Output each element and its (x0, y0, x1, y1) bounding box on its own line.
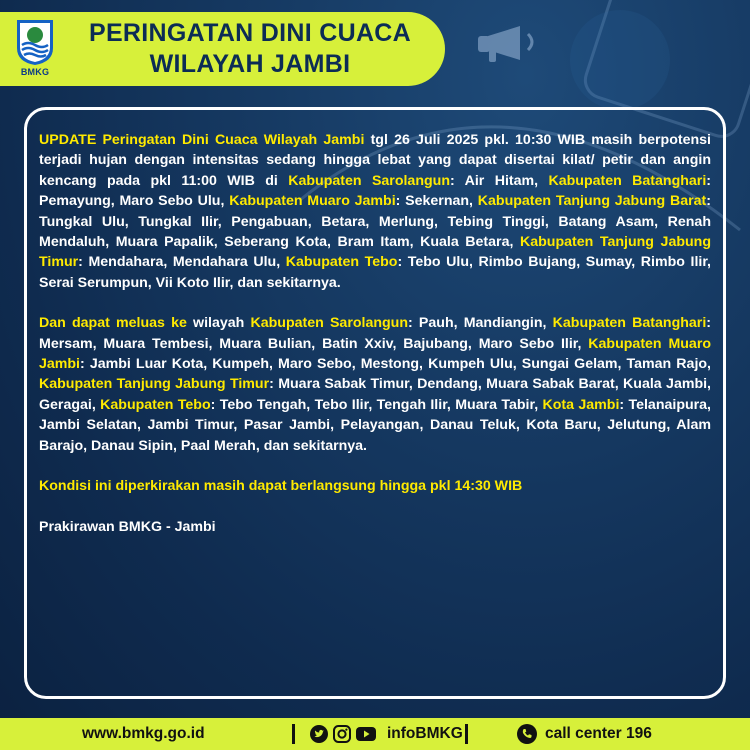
body-text: : Pauh, Mandiangin, (408, 315, 553, 332)
megaphone-icon (478, 26, 532, 62)
warning-paragraph-1 (39, 130, 711, 293)
body-text: tgl 26 Juli 2025 pkl. 10:30 WIB masih berpotensi terjadi hujan dengan intensitas sedang hingga lebat yang dapat disertai kilat/ petir dan angin kencang pada pkl 11:00 WIB di (39, 132, 711, 189)
body-text: : Telanaipura, Jambi Selatan, Jambi Timur, Pasar Jambi, Pelayangan, Danau Teluk, Kota Baru, Jelutung, Alam Barajo, Danau Sipin, Paal Merah, dan sekitarnya. (39, 396, 712, 454)
body-text: : Tungkal Ulu, Tungkal Ilir, Pengabuan, Betara, Merlung, Tebing Tinggi, Batang Asam, Renah Mendaluh, Muara Papalik, Seberang Kota, Bram Itam, Kuala Betara, (39, 193, 711, 251)
body-text: : Muara Sabak Timur, Dendang, Muara Sabak Barat, Kuala Jambi, Geragai, (39, 376, 711, 413)
footer-bar (0, 718, 750, 750)
social-handle[interactable]: infoBMKG (387, 725, 463, 742)
youtube-icon[interactable] (356, 726, 376, 742)
highlighted-region-name: Kabupaten Tanjung Jabung Timur (39, 376, 270, 393)
social-links (310, 718, 463, 750)
highlighted-region-name: Kabupaten Tanjung Jabung Timur (39, 234, 711, 271)
call-center-label: call center 196 (545, 725, 652, 742)
header-banner (0, 12, 445, 86)
highlighted-region-name: Dan dapat meluas ke (39, 315, 187, 332)
highlighted-region-name: Kabupaten Tebo (285, 254, 398, 271)
logo-text: BMKG (20, 67, 50, 77)
forecaster-signature: Prakirawan BMKG - Jambi (39, 518, 216, 535)
warning-paragraph-2 (39, 313, 711, 456)
body-text: : Tebo Ulu, Rimbo Bujang, Sumay, Rimbo Ilir, Serai Serumpun, Vii Koto Ilir, dan sekitarnya. (39, 254, 712, 291)
highlighted-region-name: Kabupaten Batanghari (552, 315, 707, 332)
highlighted-region-name: Kabupaten Muaro Jambi (229, 193, 396, 210)
phone-icon (517, 724, 537, 744)
bmkg-logo-icon (13, 18, 57, 66)
body-text: : Tebo Tengah, Tebo Ilir, Tengah Ilir, Muara Tabir, (210, 396, 543, 413)
title-line-1: PERINGATAN DINI CUACA (88, 19, 412, 47)
website-link[interactable]: www.bmkg.go.id (82, 725, 205, 742)
footer-divider (465, 724, 468, 744)
twitter-icon[interactable] (310, 725, 328, 743)
highlighted-region-name: Kabupaten Sarolangun (288, 172, 450, 189)
call-center[interactable] (517, 718, 652, 750)
highlighted-region-name: Kabupaten Sarolangun (250, 315, 409, 332)
title-line-2: WILAYAH JAMBI (149, 50, 351, 78)
highlighted-region-name: Kabupaten Batanghari (548, 172, 707, 189)
highlighted-region-name: UPDATE Peringatan Dini Cuaca Wilayah Jambi (39, 132, 365, 148)
body-text: : Sekernan, (395, 193, 478, 210)
footer-divider (292, 724, 295, 744)
body-text: : Mendahara, Mendahara Ulu, (78, 254, 286, 271)
page-title (70, 18, 430, 80)
body-text: wilayah (186, 315, 251, 332)
highlighted-region-name: Kota Jambi (542, 396, 620, 413)
instagram-icon[interactable] (333, 725, 351, 743)
body-text: : Jambi Luar Kota, Kumpeh, Maro Sebo, Mestong, Kumpeh Ulu, Sungai Gelam, Taman Rajo, (80, 356, 711, 373)
highlighted-region-name: Kabupaten Muaro Jambi (39, 335, 712, 373)
body-text: : Air Hitam, (450, 172, 549, 189)
highlighted-region-name: Kabupaten Tebo (100, 396, 211, 413)
closing-statement: Kondisi ini diperkirakan masih dapat berlangsung hingga pkl 14:30 WIB (39, 478, 523, 495)
body-text: : Mersam, Muara Tembesi, Muara Bulian, Batin Xxiv, Bajubang, Maro Sebo Ilir, (39, 315, 711, 352)
highlighted-region-name: Kabupaten Tanjung Jabung Barat (477, 193, 707, 210)
warning-content-box (24, 107, 726, 699)
body-text: : Pemayung, Maro Sebo Ulu, (39, 172, 712, 210)
bmkg-logo (12, 18, 58, 82)
